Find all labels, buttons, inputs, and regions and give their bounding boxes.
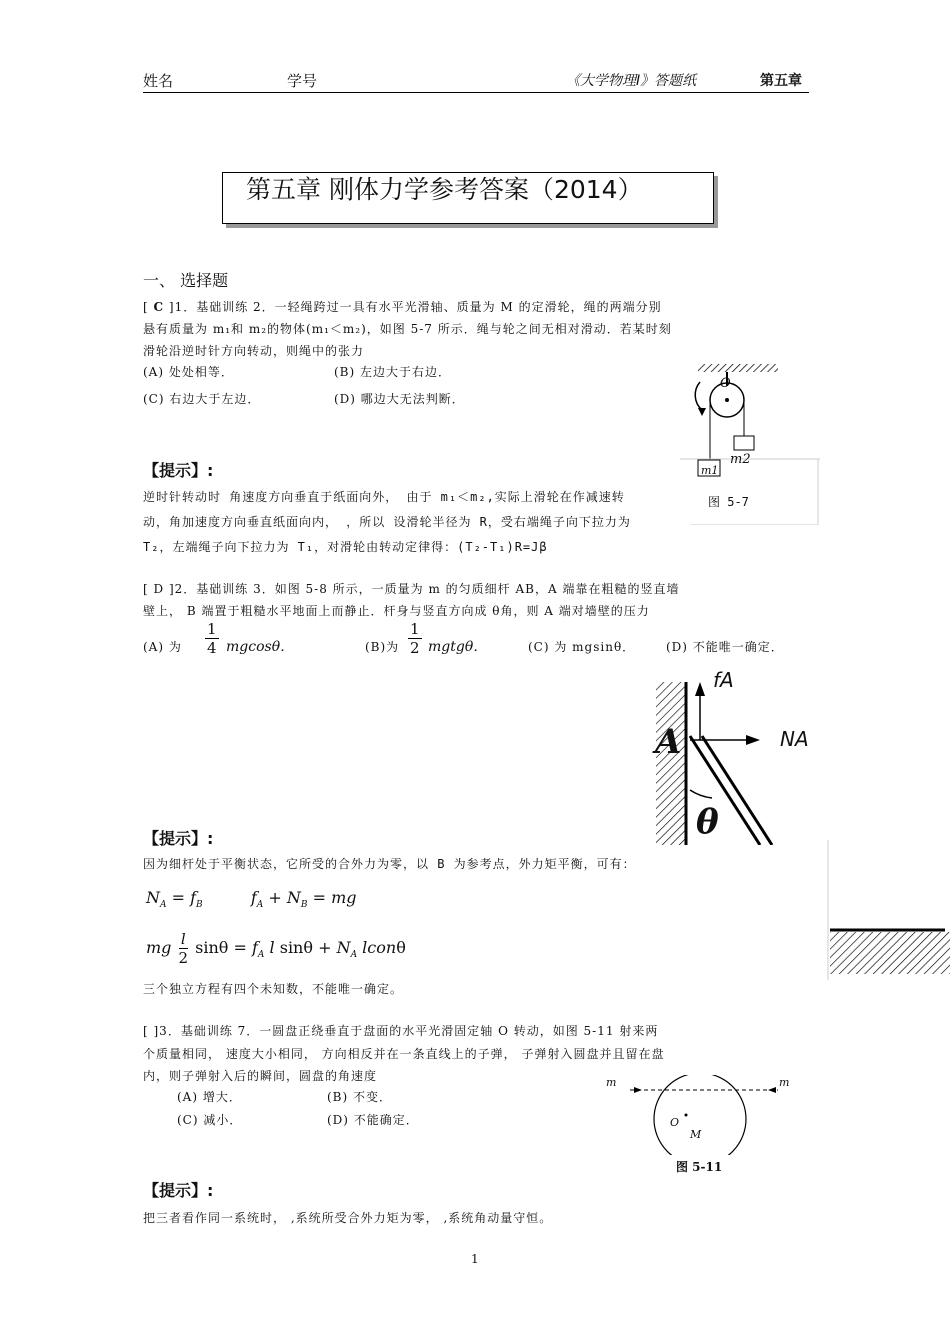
hint-1-heading: 【提示】: bbox=[143, 461, 214, 480]
question-2-line-2: 壁上， B 端置于粗糙水平地面上而静止．杆身与竖直方向成 θ角，则 A 端对墙壁的压力 bbox=[143, 604, 650, 618]
option-2b-fraction: $\frac{1}{2}$ bbox=[410, 620, 420, 657]
mass-m2-block bbox=[734, 436, 754, 450]
option-2a-expr: mgcosθ． bbox=[226, 639, 295, 655]
equation-1: $N_A = f_B$ $f_A + N_B$ = mg bbox=[146, 888, 357, 911]
hint-2-line-2: 三个独立方程有四个未知数，不能唯一确定。 bbox=[143, 982, 404, 996]
force-na-arrowhead-icon bbox=[746, 735, 760, 745]
disk-circle bbox=[654, 1075, 746, 1155]
option-2a-fraction: $\frac{1}{4}$ bbox=[207, 620, 217, 657]
fig511-caption: 图 5-11 bbox=[676, 1160, 723, 1174]
hint-2-heading: 【提示】: bbox=[143, 829, 214, 848]
course-title: 《大学物理Ⅰ》答题纸 bbox=[566, 73, 697, 89]
page-title: 第五章 刚体力学参考答案（2014） bbox=[246, 175, 643, 204]
pulley-figure bbox=[680, 360, 820, 525]
fig57-o-label: O bbox=[720, 376, 731, 391]
option-2b-expr: mgtgθ． bbox=[428, 639, 488, 655]
header-rule bbox=[143, 92, 809, 93]
hint-1-line-1: 逆时针转动时 角速度方向垂直于纸面向外， 由于 m₁＜m₂,实际上滑轮在作减速转 bbox=[143, 490, 625, 504]
ground-hatch bbox=[830, 932, 950, 974]
option-1a: (A) 处处相等． bbox=[143, 365, 234, 379]
page-number: 1 bbox=[471, 1252, 479, 1266]
id-label: 学号 bbox=[287, 72, 318, 90]
equation-2: mg $\frac{l}{2}$ $\sin\theta = f_A$ l $\sin\theta + N_A$ lconθ bbox=[146, 930, 406, 967]
fig58-na-label: NA bbox=[780, 727, 809, 751]
option-2c: (C) 为 mgsinθ． bbox=[528, 640, 636, 654]
hint-1-line-3: T₂，左端绳子向下拉力为 T₁，对滑轮由转动定律得：(T₂-T₁)R=Jβ bbox=[143, 540, 548, 554]
hint-3-line-1: 把三者看作同一系统时， ,系统所受合外力矩为零， ,系统角动量守恒。 bbox=[143, 1211, 553, 1225]
force-fa-arrowhead-icon bbox=[695, 682, 705, 696]
bullet-left-arrow-icon bbox=[634, 1087, 642, 1093]
section-heading: 一、 选择题 bbox=[143, 271, 229, 290]
disk-center bbox=[685, 1114, 688, 1117]
fig511-o-label: O bbox=[670, 1116, 680, 1129]
option-2b-prefix: (B)为 bbox=[365, 640, 400, 654]
fig57-m1-label: m1 bbox=[701, 464, 719, 477]
bullet-right-arrow-icon bbox=[768, 1087, 776, 1093]
option-3b: (B) 不变． bbox=[327, 1090, 392, 1104]
option-3c: (C) 减小． bbox=[177, 1113, 243, 1127]
hint-3-heading: 【提示】: bbox=[143, 1181, 214, 1200]
question-3-line-1: [ ]3．基础训练 7．一圆盘正绕垂直于盘面的水平光滑固定轴 O 转动，如图 5-11 射来两 bbox=[143, 1024, 659, 1038]
option-1b: (B) 左边大于右边． bbox=[334, 365, 451, 379]
option-1c: (C) 右边大于左边． bbox=[143, 392, 261, 406]
hint-2-line-1: 因为细杆处于平衡状态，它所受的合外力为零，以 B 为参考点，外力矩平衡，可有： bbox=[143, 857, 636, 871]
fig57-caption: 图 5-7 bbox=[708, 495, 749, 509]
option-2a-prefix: (A) 为 bbox=[143, 640, 182, 654]
fig58-fa-label: fA bbox=[713, 668, 734, 692]
name-label: 姓名 bbox=[143, 72, 174, 90]
option-3d: (D) 不能确定． bbox=[327, 1113, 419, 1127]
question-3-line-2: 个质量相同， 速度大小相同， 方向相反并在一条直线上的子弹， 子弹射入圆盘并且留在盘 bbox=[143, 1047, 665, 1061]
answer-2: D bbox=[153, 582, 165, 596]
fig58-a-label: A bbox=[655, 722, 682, 762]
question-3-line-3: 内，则子弹射入后的瞬间，圆盘的角速度 bbox=[143, 1069, 378, 1083]
option-2d: (D) 不能唯一确定． bbox=[666, 640, 784, 654]
rotation-arrow-icon bbox=[695, 382, 702, 410]
pulley-axle bbox=[725, 398, 729, 402]
fig511-m-right: m bbox=[779, 1076, 790, 1089]
disk-figure bbox=[600, 1075, 800, 1155]
hint-1-line-2: 动，角加速度方向垂直纸面向内， ，所以 设滑轮半径为 R，受右端绳子向下拉力为 bbox=[143, 515, 631, 529]
fig511-m-label: M bbox=[690, 1128, 702, 1141]
fig58-theta-label: θ bbox=[696, 802, 719, 842]
question-2-line-1: [ D ]2．基础训练 3．如图 5-8 所示，一质量为 m 的匀质细杆 AB，A 端靠在粗糙的竖直墙 bbox=[143, 582, 680, 596]
fig57-m2-label: m2 bbox=[730, 452, 751, 467]
option-1d: (D) 哪边大无法判断． bbox=[334, 392, 465, 406]
chapter-label: 第五章 bbox=[760, 73, 802, 89]
question-1-line-2: 悬有质量为 m₁和 m₂的物体(m₁＜m₂)，如图 5-7 所示．绳与轮之间无相对滑动．若某时刻 bbox=[143, 322, 672, 336]
answer-1: C bbox=[153, 300, 165, 314]
ceiling-hatch bbox=[698, 364, 778, 372]
question-1-line-3: 滑轮沿逆时针方向转动，则绳中的张力 bbox=[143, 344, 365, 358]
rotation-arrowhead-icon bbox=[698, 408, 706, 416]
angle-arc bbox=[690, 790, 712, 798]
fig511-m-left: m bbox=[606, 1076, 617, 1089]
wall-hatch bbox=[656, 682, 686, 845]
cropped-figure-fragment bbox=[820, 840, 950, 980]
option-3a: (A) 增大． bbox=[177, 1090, 242, 1104]
question-1-line-1: [ C ]1．基础训练 2．一轻绳跨过一具有水平光滑轴、质量为 M 的定滑轮，绳的两端分别 bbox=[143, 300, 662, 314]
